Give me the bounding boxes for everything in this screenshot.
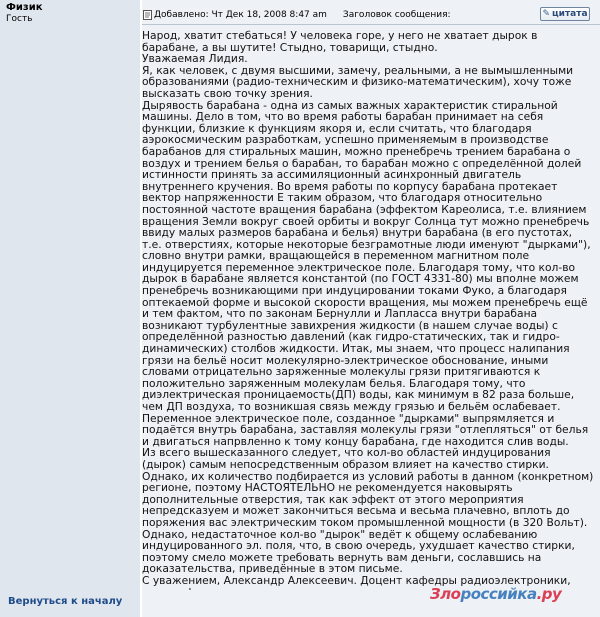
watermark-part1: Зло: [430, 585, 461, 603]
quote-icon: ✎: [542, 9, 550, 19]
quote-button-label: цитата: [551, 9, 588, 19]
post-subject-label: Заголовок сообщения:: [342, 10, 451, 20]
quote-button[interactable]: [540, 7, 590, 21]
site-watermark-logo: [430, 585, 561, 603]
post-body: [142, 30, 594, 586]
author-name[interactable]: Физик: [6, 2, 43, 13]
post-meta: [154, 10, 451, 20]
watermark-part2: российка: [460, 585, 537, 603]
post-date: Добавлено: Чт Дек 18, 2008 8:47 am: [154, 10, 327, 20]
post-icon: [143, 10, 152, 20]
post-paragraph: Уважаемая Лидия.: [142, 52, 248, 66]
post-paragraph: Я, как человек, с двумя высшими, замечу, реальными, а не вымышленными образованиями (радио-техническим и физико-математическим), хочу тоже высказать свою точку зрения.: [142, 63, 574, 100]
post-paragraph: Из всего вышесказанного следует, что кол-во областей индуцирования (дырок) самым непосредственным образом влияет на качество стирки. Однако, их количество подбирается из условий работы в данном (конкретном) регионе, поэтому НАСТОЯТЕЛЬНО не рекомендуется наковырять дополнительные отверстия, так как эффект от этого мероприятия непредсказуем и может закончиться весьма и весьма плачевно, вплоть до поряжения вас электрическим током промышленной мощности (в 320 Вольт). Однако, недастаточное кол-во "дырок" ведёт к общему ослабеванию индуцированного эл. поля, что, в свою очередь, ухудшает качество стирки, поэтому смело можете требовать вернуть вам деньги, сославшись на доказательства, приведённые в этом письме.: [142, 446, 594, 576]
post-paragraph: Дырявость барабана - одна из самых важных характеристик стиральной машины. Дело в том, что во время работы барабан принимает на себя функции, близкие к функциям якоря и, если считать, что благодаря аэрокосмическим разработкам, успешно применяемым в производстве барабанов для стиральных машин, можно пренебречь трением барабана о воздух и трением белья о барабан, то барабан можно с определённой долей истинности принять за ассимиляционный асинхронный двигатель внутреннего кручения. Во время работы по корпусу барабана протекает вектор напряженности Е таким образом, что благодаря относительно постоянной частоте вращения барабана (эффектом Кареолиса, т.е. влиянием вращения Земли вокруг своей орбиты и вокруг Солнца тут можно пренебречь ввиду малых размеров барабана и белья) внутри барабана (в его пустотах, т.е. отверстиях, которые некоторые безграмотные люди именуют "дырками"), словно внутри рамки, вращающейся в переменном магнитном поле индуцируется переменное электрическое поле. Благодаря тому, что кол-во дырок в барабане является константой (по ГОСТ 4331-80) мы вполне можем пренебречь возникающими при индуцировании токами Фуко, а благодаря оптекаемой форме и высокой скорости вращения, мы можем пренебречь ещё и тем фактом, что по законам Бернулли и Лапласса внутри барабана возникают турбулентные завихрения жидкости (в нашем случае воды) с определённой разностью давлений (как гидро-статических, так и гидро-динамических) столбов жидкости. Итак, мы знаем, что процесс налипания грязи на бельё носит молекулярно-электрическое обоснование, иными словами отрицательно заряженные молекулы грязи притягиваются к положительно заряженным молекулам белья. Благодаря тому, что диэлектрическая проницаемость(ДП) воды, как минимум в 82 раза больше, чем ДП воздуха, то возникшая связь между грязью и бельём ослабевает. Переменное электрическое поле, созданное "дырками" выпрямляется и подаётся внутрь барабана, заставляя молекулы грязи "отлепляться" от белья и двигаться напрвленно к тому концу барабана, где находится слив воды.: [142, 98, 591, 448]
author-panel: [0, 0, 140, 590]
post-paragraph: С уважением, Александр Алексеевич. Доцент кафедры радиоэлектроники,: [142, 573, 571, 587]
post-paragraph: Народ, хватит стебаться! У человека горе, у него не хватает дырок в барабане, а вы шутите! Стыдно, товарищи, стыдно.: [142, 29, 538, 54]
watermark-part3: .ру: [536, 585, 562, 603]
post-header: [142, 0, 600, 25]
post-panel: [142, 0, 600, 590]
author-rank: Гость: [6, 14, 33, 24]
back-to-top-link[interactable]: Вернуться к началу: [8, 596, 123, 607]
